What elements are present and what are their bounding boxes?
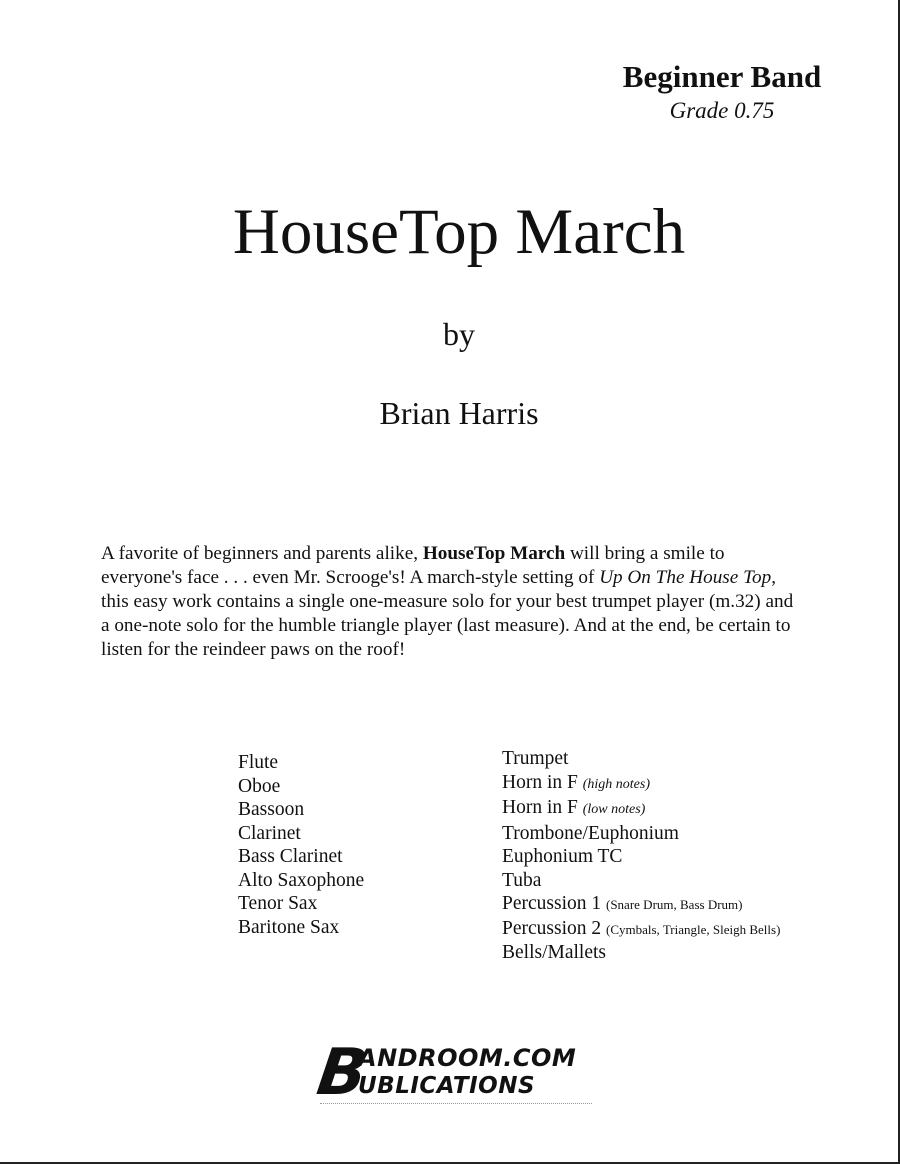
instrument-bass-clarinet: Bass Clarinet <box>238 846 343 867</box>
instrument-trombone: Trombone/Euphonium <box>502 822 679 844</box>
horn-low-note: (low notes) <box>582 802 646 817</box>
instrument-bells: Bells/Mallets <box>502 942 606 963</box>
perc2-label: Percussion 2 <box>502 917 602 939</box>
instrument-alto-sax: Alto Saxophone <box>238 869 365 891</box>
horn-high-label: Horn in F <box>502 771 578 793</box>
logo-initial-b: B <box>312 1036 372 1110</box>
grade-label: Grade 0.75 <box>669 98 775 123</box>
instrument-percussion-1 <box>502 892 780 917</box>
level-label: Beginner Band <box>622 59 822 94</box>
instrument-flute: Flute <box>238 752 279 773</box>
level-block <box>600 58 844 126</box>
horn-low-label: Horn in F <box>502 797 578 818</box>
perc1-label: Percussion 1 <box>502 893 602 914</box>
instrument-trumpet: Trumpet <box>502 748 569 769</box>
instrument-oboe: Oboe <box>238 775 281 797</box>
piece-title: HouseTop March <box>232 196 686 268</box>
instrument-bassoon: Bassoon <box>238 799 305 820</box>
notes-song-italic: Up On The House Top <box>599 567 772 588</box>
notes-text-2: will bring a smile to everyone's face . . . even Mr. Scrooge's! A march-style setting of <box>101 543 725 588</box>
instrument-list-right <box>502 747 780 965</box>
perc1-note: (Snare Drum, Bass Drum) <box>606 897 743 912</box>
instrument-list-left <box>238 751 364 939</box>
notes-text-1: A favorite of beginners and parents alike, <box>101 543 423 564</box>
instrument-clarinet: Clarinet <box>238 822 301 844</box>
by-label: by <box>443 316 475 352</box>
horn-high-note: (high notes) <box>582 776 650 792</box>
logo-text-bandroom: ANDROOM.COM <box>358 1044 577 1072</box>
instrument-euphonium-tc: Euphonium TC <box>502 846 623 867</box>
instrument-horn-low <box>502 796 780 822</box>
logo-underline <box>320 1103 592 1105</box>
notes-text-3: , this easy work contains a single one-measure solo for your best trumpet player (m.32) and a one-note solo for the humble triangle player (last measure). And at the end, be certain to listen for the reindeer paws on the roof! <box>101 567 794 660</box>
program-notes <box>101 542 801 662</box>
instrument-horn-high <box>502 771 780 797</box>
instrument-tenor-sax: Tenor Sax <box>238 893 318 914</box>
instrument-tuba: Tuba <box>502 869 542 891</box>
notes-title-bold: HouseTop March <box>422 543 566 564</box>
instrument-percussion-2 <box>502 917 780 942</box>
instrument-baritone-sax: Baritone Sax <box>238 916 340 938</box>
perc2-note: (Cymbals, Triangle, Sleigh Bells) <box>606 921 781 937</box>
composer-name: Brian Harris <box>379 395 539 431</box>
logo-text-publications: UBLICATIONS <box>358 1073 536 1099</box>
publisher-logo <box>312 1036 594 1112</box>
